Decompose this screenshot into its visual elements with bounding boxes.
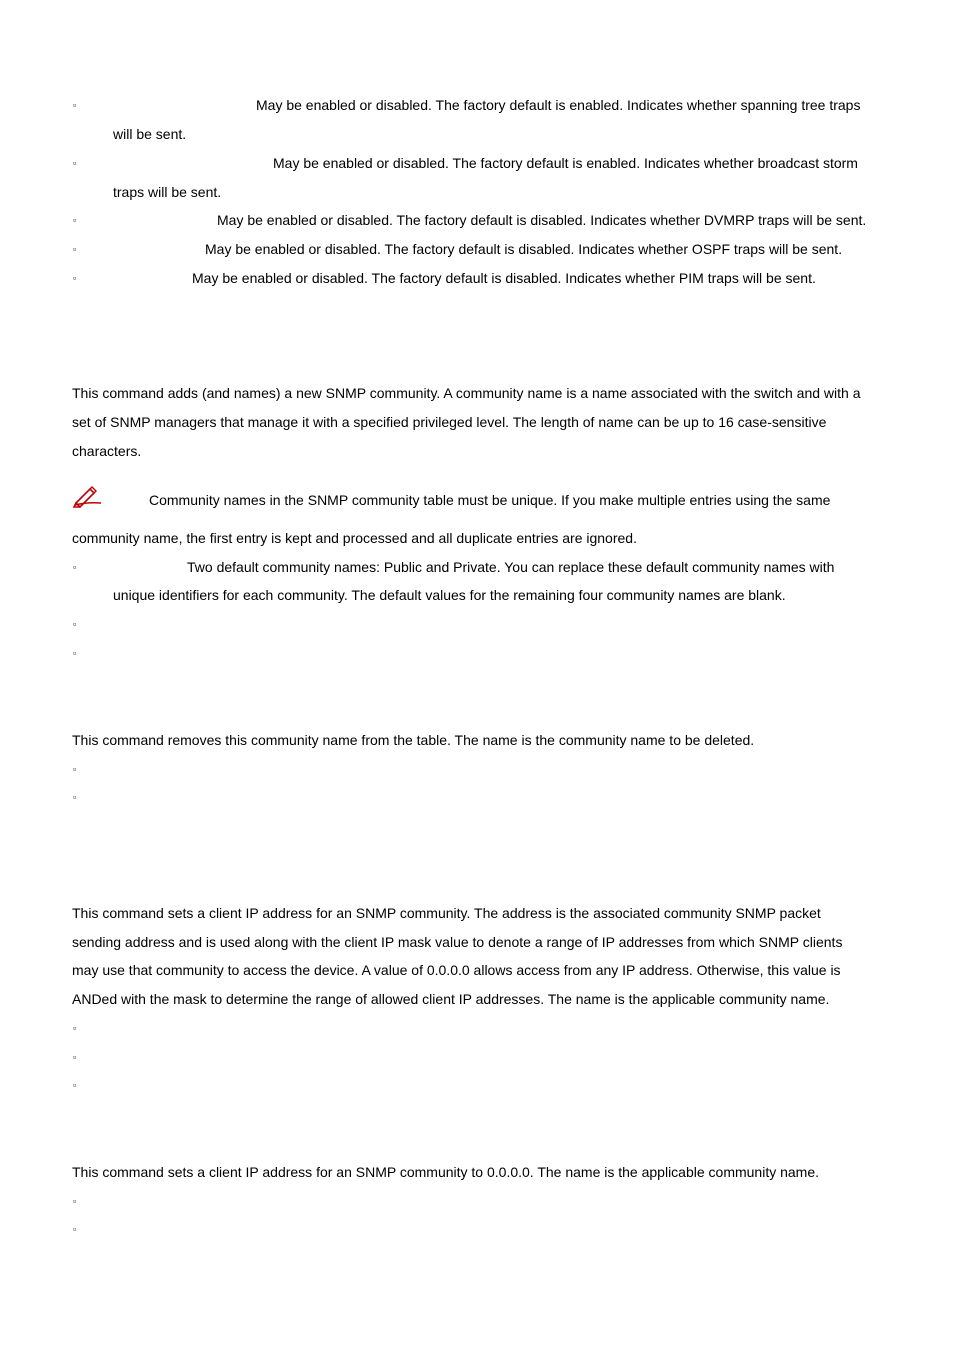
bullet-icon: ▫ — [73, 1052, 77, 1062]
paragraph-line: This command sets a client IP address for an SNMP community. The address is the associated community SNMP packet — [72, 905, 821, 921]
bullet-icon: ▫ — [73, 1224, 77, 1234]
bullet-icon: ▫ — [73, 158, 77, 168]
default-value-text: Two default community names: Public and Private. You can replace these default community names with — [187, 559, 835, 575]
bullet-icon: ▫ — [73, 1196, 77, 1206]
default-value-text-cont: unique identifiers for each community. The default values for the remaining four community names are blank. — [113, 587, 786, 603]
bullet-icon: ▫ — [73, 764, 77, 774]
paragraph-line: This command sets a client IP address for an SNMP community to 0.0.0.0. The name is the applicable community name. — [72, 1164, 820, 1180]
bullet-icon: ▫ — [73, 648, 77, 658]
paragraph-line: may use that community to access the device. A value of 0.0.0.0 allows access from any IP address. Otherwise, this value is — [72, 962, 841, 978]
pencil-note-icon — [73, 484, 103, 508]
paragraph-line: sending address and is used along with the client IP mask value to denote a range of IP addresses from which SNMP clients — [72, 934, 843, 950]
note-text: Community names in the SNMP community table must be unique. If you make multiple entries using the same — [149, 492, 831, 508]
paragraph-line: ANDed with the mask to determine the range of allowed client IP addresses. The name is the applicable community name. — [72, 991, 830, 1007]
bullet-icon: ▫ — [73, 562, 77, 572]
note-text-cont: community name, the first entry is kept and processed and all duplicate entries are ignored. — [72, 530, 637, 546]
trap-item-pim: May be enabled or disabled. The factory default is disabled. Indicates whether PIM traps will be sent. — [192, 270, 816, 286]
trap-item-spanning-tree-cont: will be sent. — [113, 126, 187, 142]
bullet-icon: ▫ — [73, 1023, 77, 1033]
bullet-icon: ▫ — [73, 1080, 77, 1090]
bullet-icon: ▫ — [73, 792, 77, 802]
trap-item-dvmrp: May be enabled or disabled. The factory default is disabled. Indicates whether DVMRP traps will be sent. — [217, 212, 867, 228]
trap-item-spanning-tree: May be enabled or disabled. The factory default is enabled. Indicates whether spanning tree traps — [256, 97, 861, 113]
paragraph-line: set of SNMP managers that manage it with a specified privileged level. The length of name can be up to 16 case-sensitive — [72, 414, 827, 430]
trap-item-ospf: May be enabled or disabled. The factory default is disabled. Indicates whether OSPF traps will be sent. — [205, 241, 843, 257]
bullet-icon: ▫ — [73, 100, 77, 110]
paragraph-line: This command removes this community name from the table. The name is the community name to be deleted. — [72, 732, 755, 748]
paragraph-line: This command adds (and names) a new SNMP community. A community name is a name associated with the switch and with a — [72, 385, 861, 401]
trap-item-broadcast-storm-cont: traps will be sent. — [113, 184, 222, 200]
bullet-icon: ▫ — [73, 215, 77, 225]
bullet-icon: ▫ — [73, 273, 77, 283]
trap-item-broadcast-storm: May be enabled or disabled. The factory default is enabled. Indicates whether broadcast storm — [273, 155, 858, 171]
bullet-icon: ▫ — [73, 619, 77, 629]
bullet-icon: ▫ — [73, 244, 77, 254]
paragraph-line: characters. — [72, 443, 142, 459]
